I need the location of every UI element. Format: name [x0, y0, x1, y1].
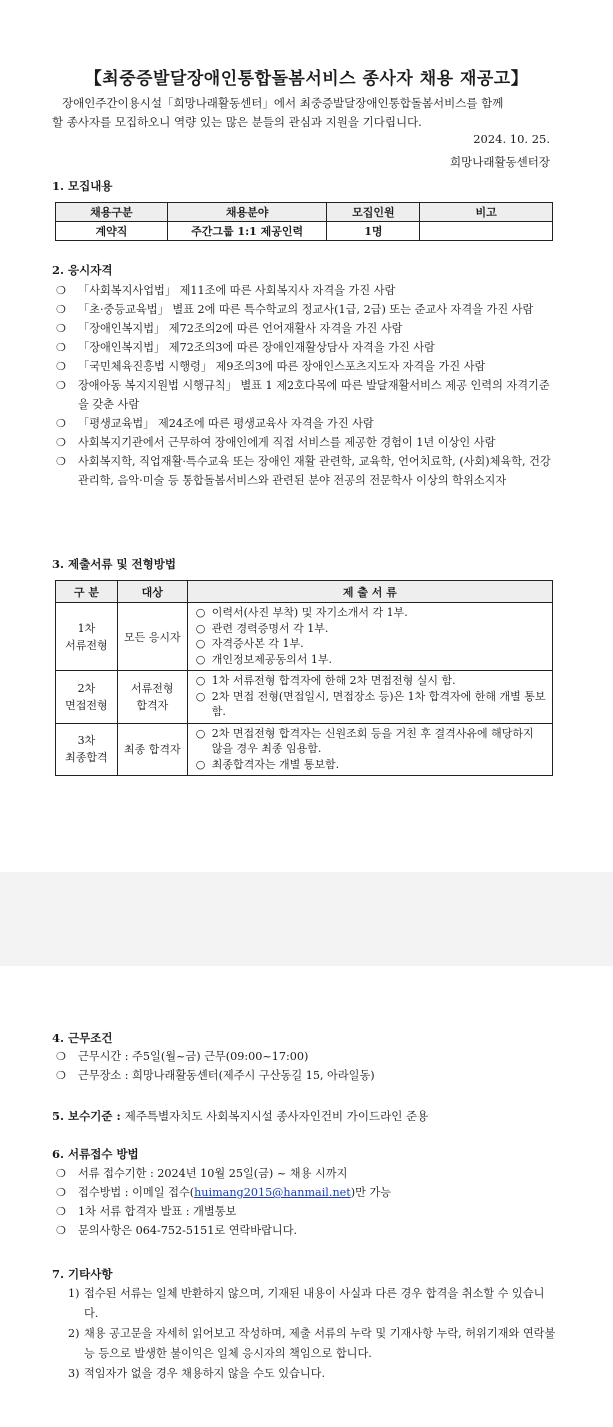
- bullet-icon: ○: [195, 606, 206, 619]
- list-item: ○ 관련 경력증명서 각 1부.: [195, 621, 329, 635]
- bullet-icon: ○: [195, 689, 206, 703]
- bullet-icon: ❍: [56, 417, 67, 430]
- target-cell: 서류전형 합격자: [117, 671, 187, 724]
- bullet-icon: ❍: [56, 455, 67, 468]
- section-1-heading: 1. 모집내용: [52, 179, 113, 193]
- list-item: ❍ 근무시간 : 주5일(월~금) 근무(09:00~17:00): [56, 1047, 556, 1066]
- bullet-icon: ○: [195, 652, 206, 666]
- list-item: ○ 1차 서류전형 합격자에 한해 2차 면접전형 실시 함.: [195, 674, 456, 687]
- list-item: 3) 적임자가 없을 경우 채용하지 않을 수도 있습니다.: [68, 1367, 326, 1380]
- table-row: [56, 222, 553, 241]
- notice-issuer: 희망나래활동센터장: [450, 155, 550, 169]
- header-cell: 구 분: [56, 581, 118, 603]
- bullet-icon: ❍: [56, 1050, 67, 1063]
- headcount-cell: 1명: [327, 222, 420, 241]
- table-row: [56, 603, 553, 671]
- stage-cell: 3차 최종합격: [56, 723, 118, 776]
- email-link[interactable]: huimang2015@hanmail.net: [194, 1186, 351, 1199]
- intro-line-1: 장애인주간이용시설「희망나래활동센터」에서 최중증발달장애인통합돌봄서비스를 함께: [62, 96, 504, 110]
- list-item: ❍ 「장애인복지법」 제72조의2에 따른 언어재활사 자격을 가진 사람: [56, 319, 556, 338]
- bullet-icon: ❍: [56, 1167, 67, 1180]
- list-item: 1) 접수된 서류는 일체 반환하지 않으며, 기재된 내용이 사실과 다른 경우 합격을 취소할 수 있습니다.: [68, 1287, 545, 1320]
- bullet-icon: ❍: [56, 284, 67, 297]
- bullet-icon: ○: [195, 726, 206, 740]
- list-item: ❍ 사회복지학, 직업재활·특수교육 또는 장애인 재활 관련학, 교육학, 언어치료학, (사회)체육학, 건강관리학, 음악·미술 등 통합돌봄서비스와 관련된 분야 전공의 전문학사 이상의 학위소지자: [56, 452, 556, 490]
- list-item: ○ 2차 면접전형 합격자는 신원조회 등을 거친 후 결격사유에 해당하지 않을 경우 최종 임용함.: [195, 726, 534, 755]
- bullet-icon: ○: [195, 674, 206, 687]
- bullet-icon: ○: [195, 621, 206, 635]
- bullet-icon: ❍: [56, 322, 67, 335]
- recruitment-table: [55, 202, 553, 241]
- documents-cell: [187, 671, 552, 724]
- list-item: 2) 채용 공고문을 자세히 읽어보고 작성하며, 제출 서류의 누락 및 기재사항 누락, 허위기재와 연락불능 등으로 발생한 불이익은 일체 응시자의 책임으로 합니다.: [68, 1327, 556, 1360]
- section-6-heading: 6. 서류접수 방법: [52, 1147, 139, 1161]
- intro-paragraph: [52, 94, 564, 132]
- recruitment-table-header: [56, 203, 553, 222]
- list-item: ❍ 접수방법 : 이메일 접수(huimang2015@hanmail.net)만 가능: [56, 1183, 556, 1202]
- pay-standard-text: 제주특별자치도 사회복지시설 종사자인건비 가이드라인 준용: [124, 1109, 429, 1123]
- section-5: [52, 1108, 428, 1124]
- bullet-icon: ❍: [56, 1186, 67, 1199]
- target-cell: 최종 합격자: [117, 723, 187, 776]
- qualification-list: [56, 281, 556, 490]
- bullet-icon: ❍: [56, 1205, 67, 1218]
- remarks-cell: [420, 222, 553, 241]
- list-item: ○ 2차 면접 전형(면접일시, 면접장소 등)은 1차 합격자에 한해 개별 통보함.: [195, 689, 546, 718]
- header-cell: 모집인원: [327, 203, 420, 222]
- bullet-icon: ○: [195, 637, 206, 650]
- list-item: ○ 개인정보제공동의서 1부.: [195, 652, 332, 666]
- bullet-icon: ❍: [56, 360, 67, 373]
- list-item: ❍ 「사회복지사업법」 제11조에 따른 사회복지사 자격을 가진 사람: [56, 281, 556, 300]
- header-cell: 채용분야: [167, 203, 327, 222]
- employment-type-cell: 계약직: [56, 222, 168, 241]
- bullet-icon: ❍: [56, 303, 67, 316]
- section-5-heading: 5. 보수기준 :: [52, 1109, 121, 1123]
- intro-line-2: 할 종사자를 모집하오니 역량 있는 많은 분들의 관심과 지원을 기다립니다.: [52, 115, 422, 129]
- other-notes-list: [68, 1284, 556, 1384]
- bullet-icon: ❍: [56, 341, 67, 354]
- list-item: ❍ 사회복지기관에서 근무하여 장애인에게 직접 서비스를 제공한 경험이 1년 이상인 사람: [56, 433, 556, 452]
- list-item: ❍ 「초·중등교육법」 별표 2에 따른 특수학교의 정교사(1급, 2급) 또는 준교사 자격을 가진 사람: [56, 300, 556, 319]
- documents-cell: [187, 603, 552, 671]
- section-4-heading: 4. 근무조건: [52, 1031, 113, 1045]
- list-item: ○ 최종합격자는 개별 통보함.: [195, 757, 340, 771]
- list-item: ○ 이력서(사진 부착) 및 자기소개서 각 1부.: [195, 606, 408, 619]
- section-7-heading: 7. 기타사항: [52, 1267, 113, 1281]
- application-method-list: [56, 1164, 556, 1240]
- stage-cell: 1차 서류전형: [56, 603, 118, 671]
- stage-cell: 2차 면접전형: [56, 671, 118, 724]
- target-cell: 모든 응시자: [117, 603, 187, 671]
- list-item: ❍ 문의사항은 064-752-5151로 연락바랍니다.: [56, 1221, 556, 1240]
- notice-date: 2024. 10. 25.: [473, 132, 550, 146]
- list-item: ○ 자격증사본 각 1부.: [195, 637, 304, 650]
- section-3-heading: 3. 제출서류 및 전형방법: [52, 557, 176, 571]
- list-item: ❍ 서류 접수기한 : 2024년 10월 25일(금) ~ 채용 시까지: [56, 1164, 556, 1183]
- bullet-icon: ❍: [56, 1224, 67, 1237]
- documents-cell: [187, 723, 552, 776]
- work-conditions-list: [56, 1047, 556, 1085]
- list-item: ❍ 근무장소 : 희망나래활동센터(제주시 구산동길 15, 아라일동): [56, 1066, 556, 1085]
- header-cell: 비고: [420, 203, 553, 222]
- bullet-icon: ❍: [56, 436, 67, 449]
- bullet-icon: ❍: [56, 1069, 67, 1082]
- list-item: ❍ 1차 서류 합격자 발표 : 개별통보: [56, 1202, 556, 1221]
- bullet-icon: ○: [195, 757, 206, 771]
- header-cell: 대상: [117, 581, 187, 603]
- list-item: ❍ 장애아동 복지지원법 시행규칙」 별표 1 제2호다목에 따른 발달재활서비스 제공 인력의 자격기준을 갖춘 사람: [56, 376, 556, 414]
- list-item: ❍ 「평생교육법」 제24조에 따른 평생교육사 자격을 가진 사람: [56, 414, 556, 433]
- list-item: ❍ 「국민체육진흥법 시행령」 제9조의3에 따른 장애인스포츠지도자 자격을 가진 사람: [56, 357, 556, 376]
- bullet-icon: ❍: [56, 379, 67, 392]
- header-cell: 채용구분: [56, 203, 168, 222]
- document-page-2: [0, 966, 613, 1427]
- table-row: [56, 671, 553, 724]
- selection-process-table: [55, 580, 553, 776]
- job-field-cell: 주간그룹 1:1 제공인력: [167, 222, 327, 241]
- page-gap: [0, 872, 613, 966]
- section-2-heading: 2. 응시자격: [52, 263, 113, 277]
- notice-title: 【최중증발달장애인통합돌봄서비스 종사자 채용 재공고】: [84, 69, 529, 89]
- list-item: ❍ 「장애인복지법」 제72조의3에 따른 장애인재활상담사 자격을 가진 사람: [56, 338, 556, 357]
- selection-table-header: [56, 581, 553, 603]
- header-cell: 제 출 서 류: [187, 581, 552, 603]
- table-row: [56, 723, 553, 776]
